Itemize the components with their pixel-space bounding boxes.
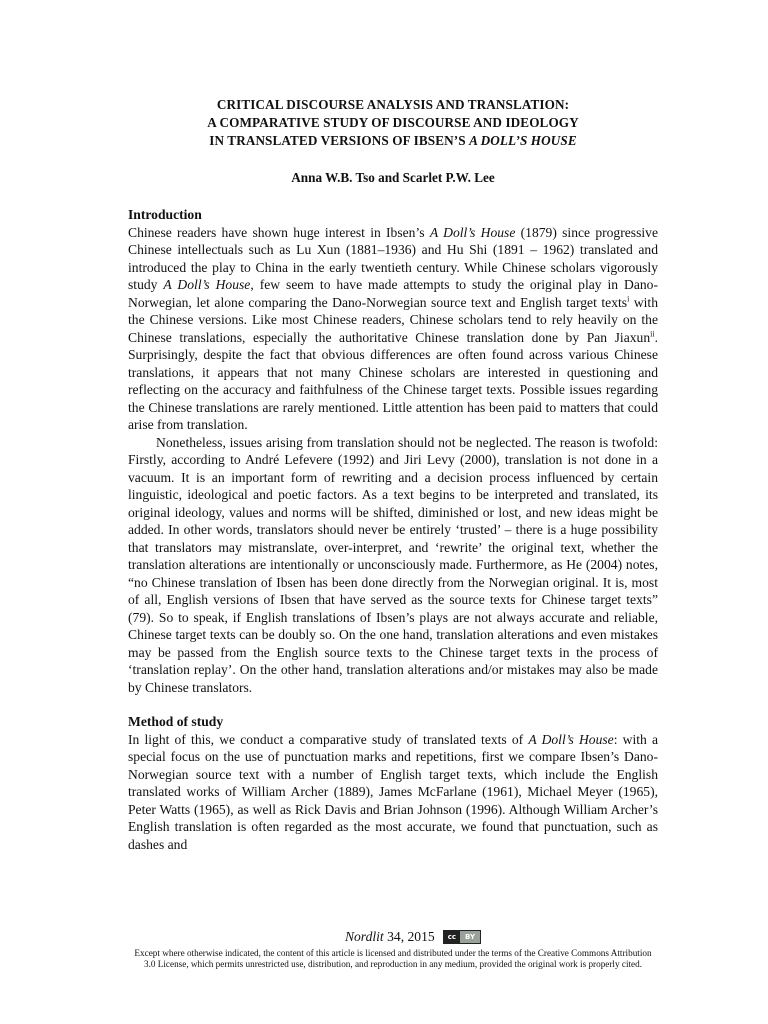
cc-by-license-icon[interactable] — [443, 930, 481, 944]
article-page — [128, 96, 658, 853]
title-line-3-prefix: IN TRANSLATED VERSIONS OF IBSEN’S — [209, 133, 470, 148]
text-run: In light of this, we conduct a comparative study of translated texts of — [128, 731, 529, 747]
play-title-italic: A Doll’s House — [163, 277, 251, 292]
section-heading-introduction: Introduction — [128, 207, 202, 222]
title-line-1: CRITICAL DISCOURSE ANALYSIS AND TRANSLATION: — [216, 97, 570, 112]
introduction-paragraph-1 — [128, 224, 658, 434]
article-title — [128, 96, 658, 150]
title-line-3 — [128, 132, 658, 150]
title-line-3-italic: A DOLL’S HOUSE — [469, 133, 577, 148]
introduction-paragraph-2: Nonetheless, issues arising from translation should not be neglected. The reason is twofold: Firstly, according to André Lefevere (1992) and Jiri Levy (2000), translation is not done in a vacuum. It is an important form of rewriting and a decision process influenced by certain linguistic, ideological and poetic factors. As a text begins to be interpreted and translated, its original ideology, values and norms will be shifted, diminished or lost, and new ideas might be added. In other words, translators should never be entirely ‘trusted’ – there is a huge possibility that translators may mistranslate, over-interpret, and ‘rewrite’ the original text, whether the translation alterations are intentionally or unconsciously made. Furthermore, as He (2004) notes, “no Chinese translation of Ibsen has been done directly from the Norwegian original. It is, most of all, English versions of Ibsen that have served as the source texts for Chinese target texts” (79). So to speak, if English translations of Ibsen’s plays are not always accurate and reliable, Chinese target texts can be doubly so. On the one hand, translation alterations and even mistakes may be passed from the English source texts to the Chinese target texts in the process of ‘translation replay’. On the other hand, translation alterations and/or mistakes may also be made by Chinese translators. — [128, 434, 658, 695]
journal-volume-year: 34, 2015 — [383, 929, 435, 944]
endnote-marker-i[interactable]: i — [627, 293, 630, 303]
method-paragraph-1 — [128, 731, 658, 854]
cc-icon: cc — [444, 931, 460, 943]
authors: Anna W.B. Tso and Scarlet P.W. Lee — [291, 170, 495, 185]
title-line-2: A COMPARATIVE STUDY OF DISCOURSE AND IDEOLOGY — [207, 115, 579, 130]
text-run: : with a special focus on the use of punctuation marks and repetitions, first we compare Ibsen’s Dano-Norwegian source text with a number of English target texts, which include the English translated works of William Archer (1889), James McFarlane (1961), Michael Meyer (1965), Peter Watts (1965), as well as Rick Davis and Brian Johnson (1996). Although William Archer’s English translation is often regarded as the most accurate, we found that punctuation, such as dashes and — [128, 731, 658, 852]
journal-citation — [128, 929, 658, 945]
page-footer — [128, 929, 658, 970]
play-title-italic: A Doll’s House — [528, 731, 614, 747]
by-icon: BY — [460, 931, 480, 943]
text-run: . Surprisingly, despite the fact that obvious differences are often found across various Chinese translations, it appears that not many Chinese scholars are interested in questioning and reflecting on the accuracy and faithfulness of the Chinese target texts. Possible issues regarding the Chinese translations are rarely mentioned. Little attention has been paid to matters that could arise from translation. — [128, 329, 658, 432]
play-title-italic: A Doll’s House — [429, 224, 516, 240]
endnote-marker-ii[interactable]: ii — [650, 328, 655, 338]
journal-issue — [345, 929, 435, 945]
journal-name: Nordlit — [344, 929, 384, 944]
text-run: Chinese readers have shown huge interest in Ibsen’s — [128, 224, 430, 240]
section-heading-method: Method of study — [128, 714, 224, 729]
text-run: , few seem to have made attempts to study the original play in Dano-Norwegian, let alone comparing the Dano-Norwegian source text and English target texts — [128, 277, 659, 310]
text-run: with the Chinese versions. Like most Chinese readers, Chinese scholars tend to rely heavily on the Chinese translations, especially the authoritative Chinese translation done by Pan Jiaxun — [128, 294, 658, 345]
text-run: (1879) since progressive Chinese intellectuals such as Lu Xun (1881–1936) and Hu Shi (1891 – 1962) translated and introduced the play to China in the early twentieth century. While Chinese scholars vigorously study — [128, 224, 658, 292]
license-notice: Except where otherwise indicated, the content of this article is licensed and distributed under the terms of the Creative Commons Attribution 3.0 License, which permits unrestricted use, distribution, and reproduction in any medium, provided the original work is properly cited. — [134, 948, 652, 969]
